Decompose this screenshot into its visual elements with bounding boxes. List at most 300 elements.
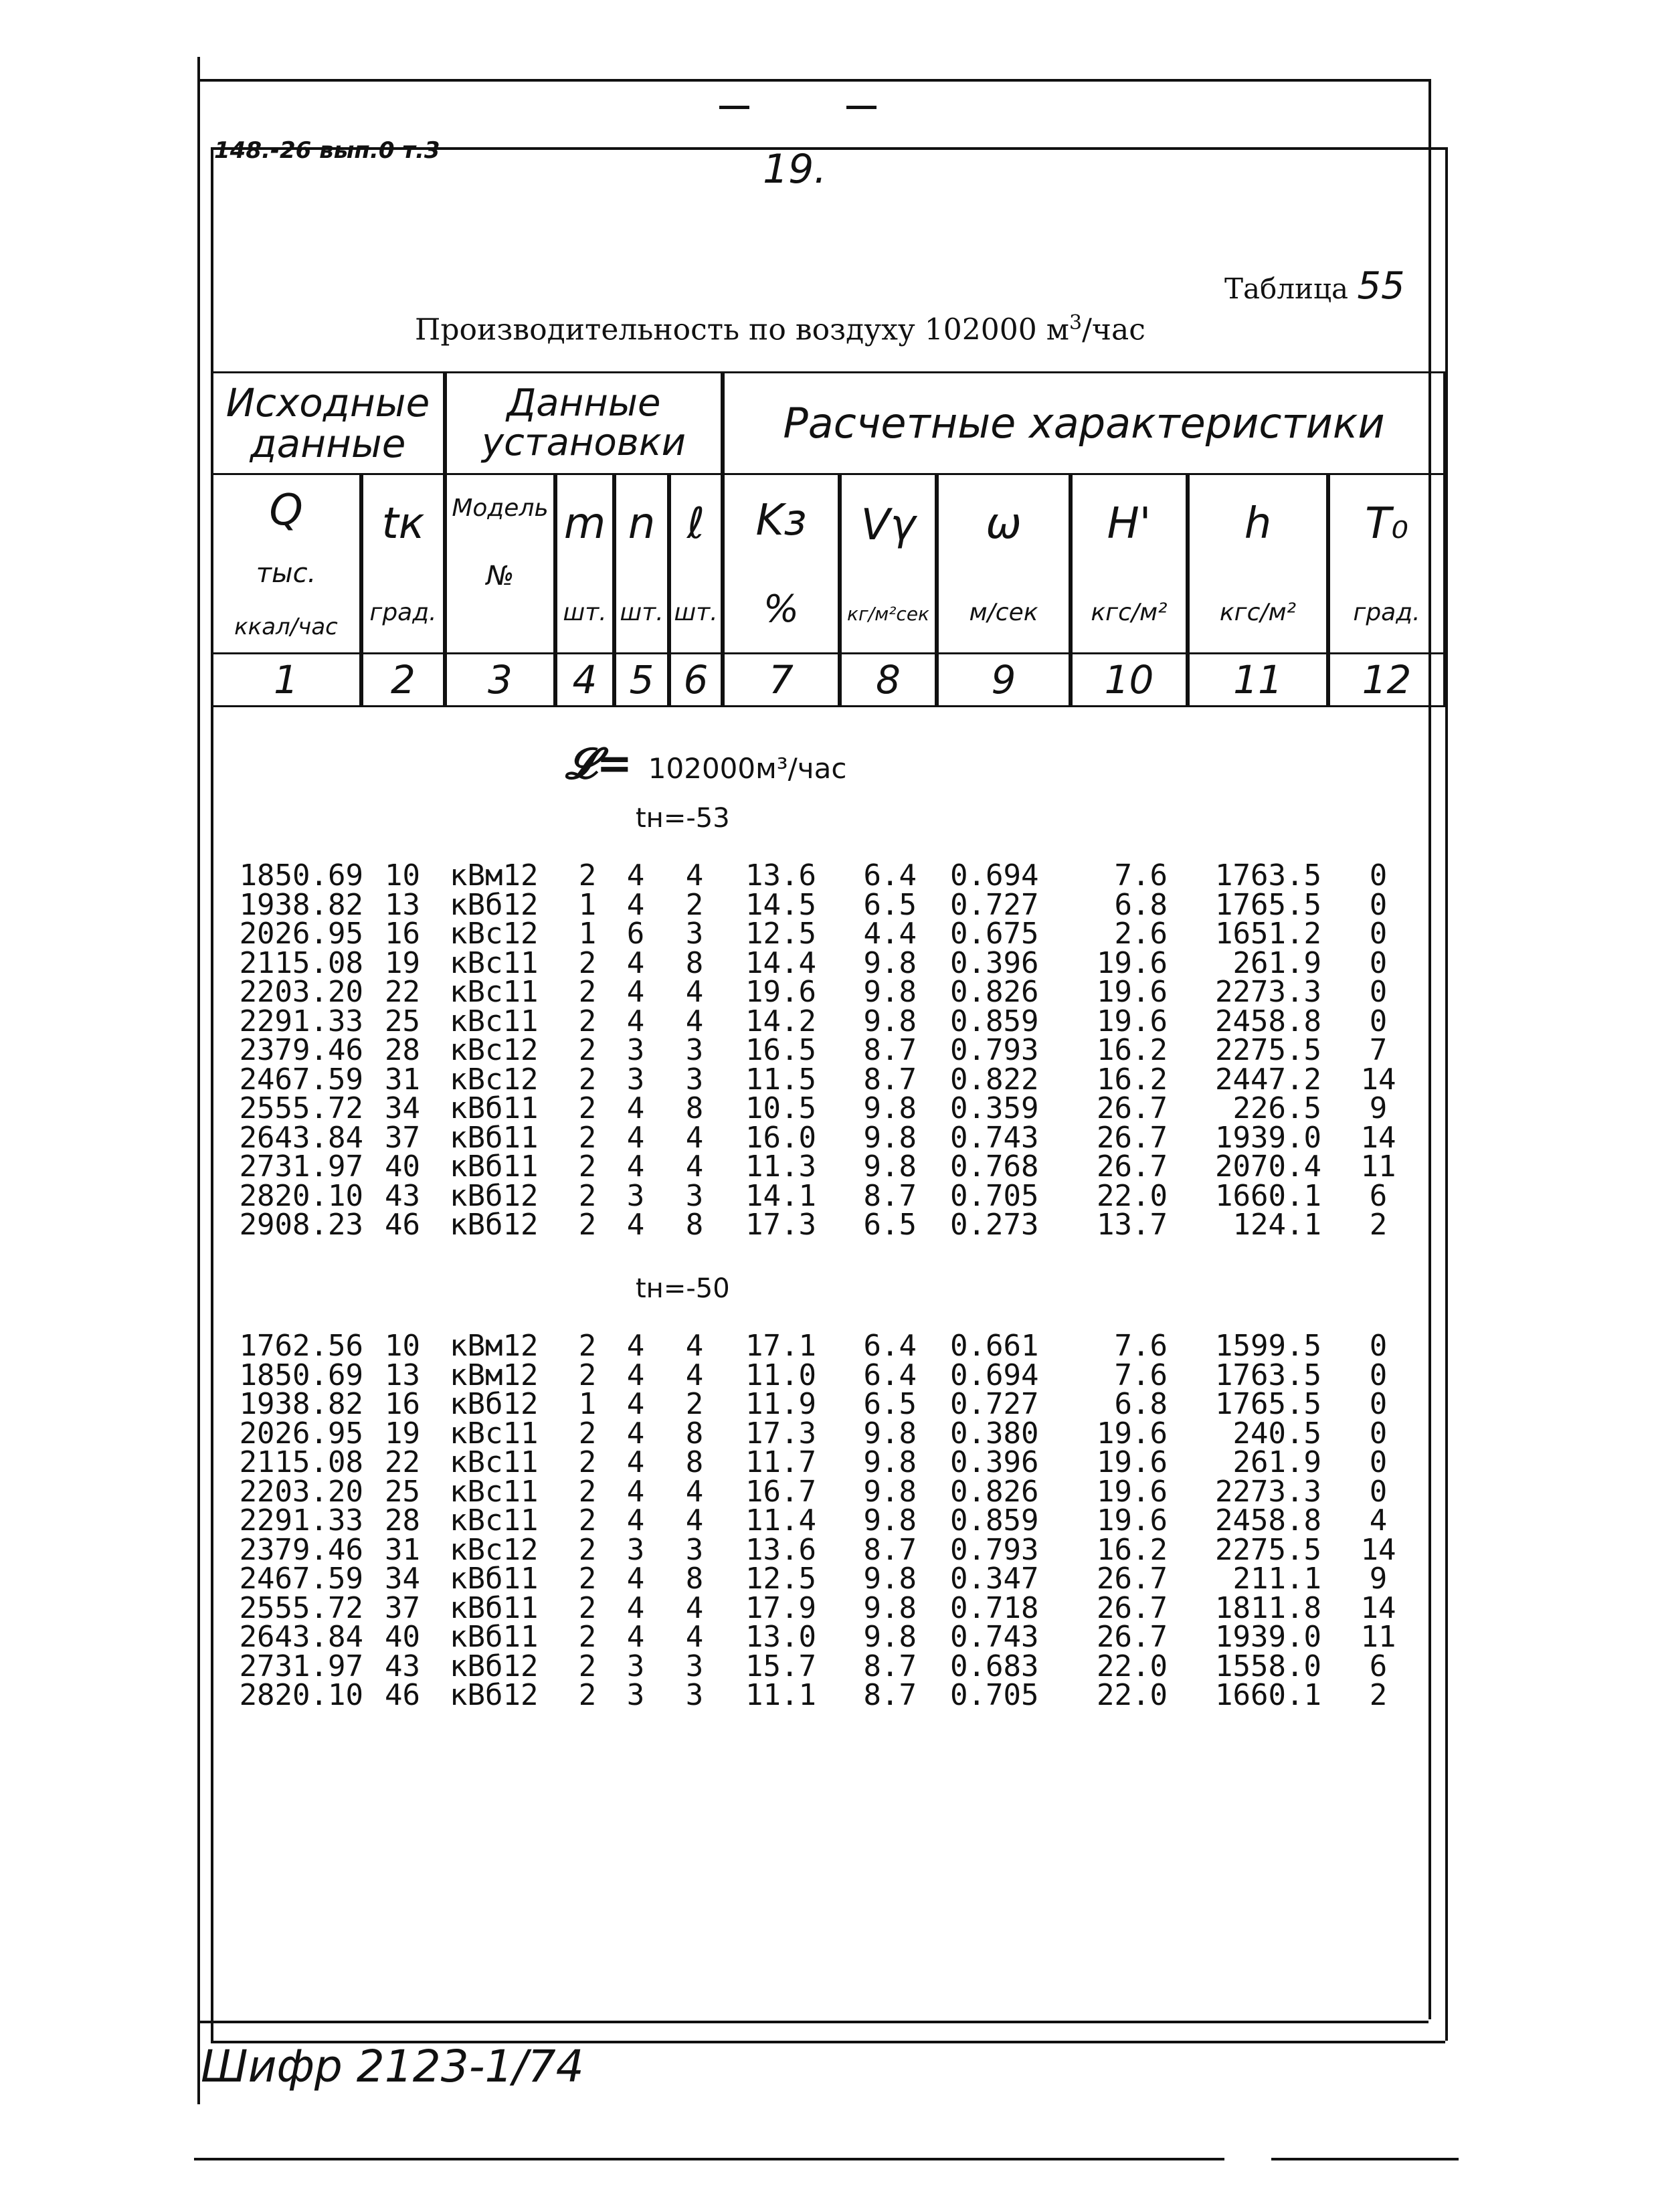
table-cell: 40	[385, 1149, 420, 1184]
table-cell: 1938.82	[239, 1387, 363, 1421]
section-1-column-6	[681, 858, 708, 1242]
table-cell: 2	[578, 1033, 597, 1067]
table-cell: 4	[626, 1474, 645, 1509]
table-cell: 4	[685, 1004, 704, 1038]
table-cell: 4	[626, 1590, 645, 1625]
table-cell: 2731.97	[239, 1649, 363, 1683]
table-cell: 3	[685, 1062, 704, 1097]
table-cell: 0	[1369, 1004, 1388, 1038]
table-cell: 14.2	[745, 1004, 816, 1038]
table-cell: 13.6	[745, 858, 816, 893]
table-cell: 4	[626, 1004, 645, 1038]
table-cell: 19	[385, 1416, 420, 1451]
header-colnum-1: 1	[211, 652, 361, 707]
table-cell: 10	[385, 858, 420, 893]
header-colnum-2: 2	[361, 652, 445, 707]
table-cell: 4	[626, 1416, 645, 1451]
footer-code: Шифр 2123-1/74	[201, 2041, 584, 2092]
table-cell: 1	[578, 887, 597, 922]
table-cell: 1763.5	[1215, 1358, 1321, 1392]
table-cell: 3	[685, 917, 704, 951]
table-cell: 2275.5	[1215, 1033, 1321, 1067]
header-colnum-6: 6	[669, 652, 723, 707]
table-cell: 2447.2	[1215, 1062, 1321, 1097]
table-cell: 4	[626, 1358, 645, 1392]
header-col-1-sub: тыс.	[256, 558, 316, 589]
table-cell: 11.1	[745, 1678, 816, 1712]
table-cell: 1938.82	[239, 887, 363, 922]
table-cell: 0	[1369, 1445, 1388, 1479]
table-cell: 0	[1369, 1329, 1388, 1363]
header-colnum-8: 8	[840, 652, 937, 707]
table-cell: 4.4	[863, 917, 917, 951]
section-2-column-10	[1091, 1331, 1168, 1710]
table-cell: 2	[578, 1474, 597, 1509]
table-cell: 1811.8	[1215, 1590, 1321, 1625]
table-cell: 2	[578, 858, 597, 893]
table-cell: 4	[626, 1387, 645, 1421]
table-cell: 8.7	[863, 1033, 917, 1067]
table-cell: 1651.2	[1215, 917, 1321, 951]
top-code: 148.-26 вып.0 т.3	[214, 137, 440, 164]
section-2-column-11	[1198, 1331, 1321, 1710]
table-cell: 22.0	[1097, 1178, 1168, 1213]
table-cell: 2379.46	[239, 1532, 363, 1567]
table-cell: 19	[385, 945, 420, 980]
table-number: 55	[1357, 264, 1405, 308]
header-colnum-11: 11	[1188, 652, 1328, 707]
table-cell: кВб12	[450, 1678, 539, 1712]
table-cell: 4	[685, 858, 704, 893]
table-cell: 0.826	[950, 975, 1039, 1009]
section-2-column-9	[950, 1331, 1057, 1710]
table-cell: 4	[626, 1091, 645, 1125]
table-cell: 8	[685, 1091, 704, 1125]
table-cell: 2275.5	[1215, 1532, 1321, 1567]
table-cell: 4	[626, 1329, 645, 1363]
header-group-3: Расчетные характеристики	[723, 371, 1445, 475]
table-cell: 0.396	[950, 945, 1039, 980]
table-cell: 3	[685, 1649, 704, 1683]
header-col-3	[445, 473, 555, 654]
table-cell: 34	[385, 1562, 420, 1596]
header-col-4-unit: шт.	[563, 598, 607, 626]
table-cell: 2115.08	[239, 1445, 363, 1479]
table-cell: 6.4	[863, 1358, 917, 1392]
section-1-column-11	[1198, 858, 1321, 1242]
section-2-column-8	[853, 1331, 917, 1710]
header-colnum-3: 3	[445, 652, 555, 707]
table-cell: 17.3	[745, 1208, 816, 1242]
table-cell: 6.8	[1114, 887, 1168, 922]
table-cell: 2070.4	[1215, 1149, 1321, 1184]
header-col-11-symbol: h	[1244, 499, 1272, 549]
table-cell: 43	[385, 1178, 420, 1213]
table-cell: 2	[578, 1620, 597, 1654]
table-cell: 1	[578, 1387, 597, 1421]
table-cell: 19.6	[745, 975, 816, 1009]
table-cell: кВс11	[450, 1445, 539, 1479]
table-cell: 2555.72	[239, 1091, 363, 1125]
table-cell: 8.7	[863, 1649, 917, 1683]
inner-frame-right	[1445, 147, 1448, 2041]
table-cell: кВб11	[450, 1120, 539, 1155]
header-colnum-9: 9	[937, 652, 1071, 707]
table-cell: 2	[578, 1503, 597, 1538]
table-cell: 13	[385, 887, 420, 922]
table-cell: 4	[685, 1474, 704, 1509]
table-cell: кВм12	[450, 1329, 539, 1363]
table-cell: 4	[626, 887, 645, 922]
table-cell: 11.4	[745, 1503, 816, 1538]
header-col-3-sub: №	[486, 560, 515, 591]
table-cell: 3	[685, 1178, 704, 1213]
table-cell: 16.2	[1097, 1062, 1168, 1097]
header-col-3-symbol: Модель	[452, 494, 549, 522]
table-cell: 6	[1369, 1178, 1388, 1213]
table-cell: кВс11	[450, 1503, 539, 1538]
table-cell: кВб12	[450, 887, 539, 922]
header-col-8	[840, 473, 937, 654]
table-cell: 0.822	[950, 1062, 1039, 1097]
table-cell: 0	[1369, 887, 1388, 922]
table-cell: 2379.46	[239, 1033, 363, 1067]
table-cell: 16.2	[1097, 1033, 1168, 1067]
title-sup: 3	[1069, 311, 1083, 335]
table-cell: 8	[685, 1416, 704, 1451]
table-cell: 0.396	[950, 1445, 1039, 1479]
table-cell: кВс12	[450, 1033, 539, 1067]
table-cell: 17.1	[745, 1329, 816, 1363]
table-cell: 2	[578, 1062, 597, 1097]
bottom-rule-1	[194, 2158, 1224, 2160]
table-label	[1224, 264, 1405, 308]
table-cell: 14	[1360, 1590, 1396, 1625]
table-cell: 2	[578, 1649, 597, 1683]
table-cell: 2820.10	[239, 1178, 363, 1213]
table-cell: 28	[385, 1503, 420, 1538]
header-col-5	[614, 473, 669, 654]
header-col-5-symbol: n	[628, 499, 656, 549]
table-cell: 16	[385, 1387, 420, 1421]
title-suffix: /час	[1082, 312, 1145, 347]
header-col-6-unit: шт.	[674, 598, 718, 626]
header-col-5-unit: шт.	[620, 598, 664, 626]
section-1-column-10	[1091, 858, 1168, 1242]
header-col-9-symbol: ω	[986, 499, 1022, 549]
table-cell: 6.4	[863, 858, 917, 893]
table-cell: 12.5	[745, 917, 816, 951]
table-cell: 19.6	[1097, 945, 1168, 980]
section-2-column-5	[622, 1331, 649, 1710]
header-col-12-unit: град.	[1353, 598, 1420, 626]
table-cell: 8.7	[863, 1678, 917, 1712]
table-cell: 261.9	[1232, 945, 1321, 980]
table-cell: 26.7	[1097, 1562, 1168, 1596]
table-cell: 16.2	[1097, 1532, 1168, 1567]
header-col-6-symbol: ℓ	[686, 499, 705, 549]
table-cell: 26.7	[1097, 1590, 1168, 1625]
page-title	[415, 311, 1145, 347]
table-cell: 2643.84	[239, 1120, 363, 1155]
table-cell: 0.359	[950, 1091, 1039, 1125]
table-cell: 11.7	[745, 1445, 816, 1479]
table-cell: 19.6	[1097, 975, 1168, 1009]
table-cell: 0.718	[950, 1590, 1039, 1625]
table-cell: 0	[1369, 1416, 1388, 1451]
section-1-column-7	[736, 858, 816, 1242]
table-cell: 2	[1369, 1678, 1388, 1712]
table-cell: 25	[385, 1004, 420, 1038]
table-cell: кВб11	[450, 1149, 539, 1184]
page-number: 19.	[763, 146, 827, 193]
table-cell: 4	[626, 945, 645, 980]
table-cell: 1939.0	[1215, 1620, 1321, 1654]
table-cell: 22	[385, 975, 420, 1009]
table-cell: 9.8	[863, 1590, 917, 1625]
table-cell: 1850.69	[239, 858, 363, 893]
table-cell: 2203.20	[239, 975, 363, 1009]
table-cell: 2555.72	[239, 1590, 363, 1625]
title-prefix: Производительность по воздуху 102000 м	[415, 312, 1069, 347]
section-2-column-12	[1358, 1331, 1398, 1710]
table-cell: 211.1	[1232, 1562, 1321, 1596]
header-col-9	[937, 473, 1071, 654]
table-cell: 3	[685, 1033, 704, 1067]
table-cell: 8	[685, 1445, 704, 1479]
table-cell: 4	[685, 1120, 704, 1155]
table-cell: 6.4	[863, 1329, 917, 1363]
table-cell: 13	[385, 1358, 420, 1392]
table-cell: 4	[626, 1149, 645, 1184]
table-cell: 7	[1369, 1033, 1388, 1067]
table-cell: 3	[626, 1062, 645, 1097]
table-cell: 37	[385, 1590, 420, 1625]
header-col-10-symbol: H'	[1107, 499, 1151, 549]
table-cell: 4	[685, 975, 704, 1009]
table-cell: 9.8	[863, 1562, 917, 1596]
table-cell: 8.7	[863, 1178, 917, 1213]
header-colnum-12: 12	[1328, 652, 1445, 707]
table-cell: 0	[1369, 1387, 1388, 1421]
table-cell: 1599.5	[1215, 1329, 1321, 1363]
table-cell: 0	[1369, 917, 1388, 951]
table-cell: 4	[685, 1620, 704, 1654]
header-group-2: Данные установки	[445, 371, 723, 475]
table-cell: 0	[1369, 1474, 1388, 1509]
table-cell: 15.7	[745, 1649, 816, 1683]
section-2-column-2	[373, 1331, 420, 1710]
table-cell: кВб12	[450, 1208, 539, 1242]
table-cell: 4	[626, 1445, 645, 1479]
table-cell: 11	[1360, 1149, 1396, 1184]
table-cell: 3	[685, 1532, 704, 1567]
table-cell: 0.743	[950, 1620, 1039, 1654]
table-cell: кВб11	[450, 1091, 539, 1125]
table-cell: 2	[578, 1091, 597, 1125]
table-cell: кВб11	[450, 1620, 539, 1654]
table-cell: 46	[385, 1208, 420, 1242]
table-cell: кВс12	[450, 917, 539, 951]
table-cell: 0.859	[950, 1004, 1039, 1038]
header-col-4-symbol: m	[563, 499, 606, 549]
table-cell: 14	[1360, 1062, 1396, 1097]
header-col-10	[1071, 473, 1188, 654]
table-cell: 2458.8	[1215, 1004, 1321, 1038]
table-cell: 6.8	[1114, 1387, 1168, 1421]
table-cell: 26.7	[1097, 1149, 1168, 1184]
section-1-column-2	[373, 858, 420, 1242]
table-cell: 0.694	[950, 858, 1039, 893]
table-cell: 8.7	[863, 1062, 917, 1097]
table-cell: 1558.0	[1215, 1649, 1321, 1683]
airflow-label	[565, 739, 846, 789]
table-cell: 16.5	[745, 1033, 816, 1067]
table-cell: кВб12	[450, 1387, 539, 1421]
table-cell: 1660.1	[1215, 1678, 1321, 1712]
table-cell: 0.661	[950, 1329, 1039, 1363]
top-dash-2	[846, 106, 877, 109]
table-cell: 1765.5	[1215, 1387, 1321, 1421]
section-1-column-4	[574, 858, 601, 1242]
table-cell: 0.793	[950, 1532, 1039, 1567]
table-cell: 13.0	[745, 1620, 816, 1654]
table-cell: 4	[685, 1358, 704, 1392]
table-cell: 19.6	[1097, 1004, 1168, 1038]
table-cell: 26.7	[1097, 1091, 1168, 1125]
table-cell: 1763.5	[1215, 858, 1321, 893]
table-cell: 2	[578, 1178, 597, 1213]
table-cell: 11	[1360, 1620, 1396, 1654]
table-cell: 19.6	[1097, 1445, 1168, 1479]
table-cell: 9	[1369, 1091, 1388, 1125]
table-cell: 0	[1369, 1358, 1388, 1392]
table-cell: 26.7	[1097, 1620, 1168, 1654]
table-cell: 40	[385, 1620, 420, 1654]
table-cell: кВб11	[450, 1562, 539, 1596]
table-cell: 2	[578, 1358, 597, 1392]
table-cell: 2	[578, 1120, 597, 1155]
table-cell: 6.5	[863, 1208, 917, 1242]
table-cell: 17.3	[745, 1416, 816, 1451]
table-cell: 9.8	[863, 1503, 917, 1538]
table-cell: 9.8	[863, 1474, 917, 1509]
table-cell: 240.5	[1232, 1416, 1321, 1451]
header-col-2-symbol: tк	[381, 499, 425, 549]
section-2-column-7	[736, 1331, 816, 1710]
table-cell: 0.826	[950, 1474, 1039, 1509]
table-cell: 2026.95	[239, 917, 363, 951]
table-cell: 0.743	[950, 1120, 1039, 1155]
table-cell: 3	[626, 1178, 645, 1213]
table-cell: 2	[578, 1004, 597, 1038]
header-col-6	[669, 473, 723, 654]
table-cell: 1765.5	[1215, 887, 1321, 922]
table-cell: 2203.20	[239, 1474, 363, 1509]
header-colnum-10: 10	[1071, 652, 1188, 707]
table-cell: 3	[626, 1033, 645, 1067]
table-cell: 19.6	[1097, 1416, 1168, 1451]
table-cell: 8	[685, 1562, 704, 1596]
header-col-1-unit: ккал/час	[234, 613, 338, 640]
table-cell: 3	[626, 1532, 645, 1567]
table-cell: 11.0	[745, 1358, 816, 1392]
table-cell: 9.8	[863, 1149, 917, 1184]
section-label-2: tн=-50	[636, 1273, 730, 1304]
table-cell: 2273.3	[1215, 1474, 1321, 1509]
header-col-1-symbol: Q	[269, 486, 303, 536]
table-cell: 2467.59	[239, 1062, 363, 1097]
section-1-column-8	[853, 858, 917, 1242]
table-cell: 8	[685, 945, 704, 980]
header-colnum-4: 4	[555, 652, 614, 707]
table-cell: 1660.1	[1215, 1178, 1321, 1213]
table-cell: 0	[1369, 945, 1388, 980]
table-cell: 0.347	[950, 1562, 1039, 1596]
table-cell: кВс11	[450, 1004, 539, 1038]
table-cell: 4	[626, 858, 645, 893]
header-col-7-symbol: Kз	[755, 496, 807, 546]
table-cell: 9.8	[863, 1445, 917, 1479]
table-cell: 14.5	[745, 887, 816, 922]
section-2-column-4	[574, 1331, 601, 1710]
header-col-10-unit: кгс/м²	[1091, 598, 1168, 626]
header-col-8-symbol: Vγ	[860, 500, 916, 551]
header-col-1	[211, 473, 361, 654]
table-cell: 11.3	[745, 1149, 816, 1184]
table-cell: 0.793	[950, 1033, 1039, 1067]
header-col-4	[555, 473, 614, 654]
header-col-12-symbol: T₀	[1365, 499, 1408, 549]
airflow-symbol: 𝓛=	[565, 739, 633, 789]
section-1-column-1	[213, 858, 363, 1242]
top-dash-1	[719, 106, 749, 109]
table-cell: 2273.3	[1215, 975, 1321, 1009]
table-cell: 4	[626, 1562, 645, 1596]
table-cell: 0	[1369, 858, 1388, 893]
table-cell: кВб12	[450, 1178, 539, 1213]
table-cell: 0.727	[950, 887, 1039, 922]
table-cell: 4	[626, 1120, 645, 1155]
table-cell: 28	[385, 1033, 420, 1067]
table-cell: 3	[685, 1678, 704, 1712]
section-2-column-6	[681, 1331, 708, 1710]
table-cell: кВс11	[450, 945, 539, 980]
outer-frame-bottom	[197, 2021, 1428, 2023]
table-cell: 9.8	[863, 1416, 917, 1451]
table-cell: 9.8	[863, 1120, 917, 1155]
table-cell: кВм12	[450, 858, 539, 893]
table-cell: 6.5	[863, 887, 917, 922]
table-cell: 17.9	[745, 1590, 816, 1625]
table-cell: 0	[1369, 975, 1388, 1009]
header-col-12	[1328, 473, 1445, 654]
table-cell: 0.683	[950, 1649, 1039, 1683]
table-cell: 2	[685, 887, 704, 922]
table-cell: 2	[578, 1416, 597, 1451]
table-cell: 261.9	[1232, 1445, 1321, 1479]
table-cell: 26.7	[1097, 1120, 1168, 1155]
table-cell: 12.5	[745, 1562, 816, 1596]
table-cell: кВс11	[450, 975, 539, 1009]
section-1-column-5	[622, 858, 649, 1242]
table-cell: 13.6	[745, 1532, 816, 1567]
table-cell: 10.5	[745, 1091, 816, 1125]
table-cell: 226.5	[1232, 1091, 1321, 1125]
section-1-column-12	[1358, 858, 1398, 1242]
table-cell: 1850.69	[239, 1358, 363, 1392]
table-cell: 2	[578, 1678, 597, 1712]
